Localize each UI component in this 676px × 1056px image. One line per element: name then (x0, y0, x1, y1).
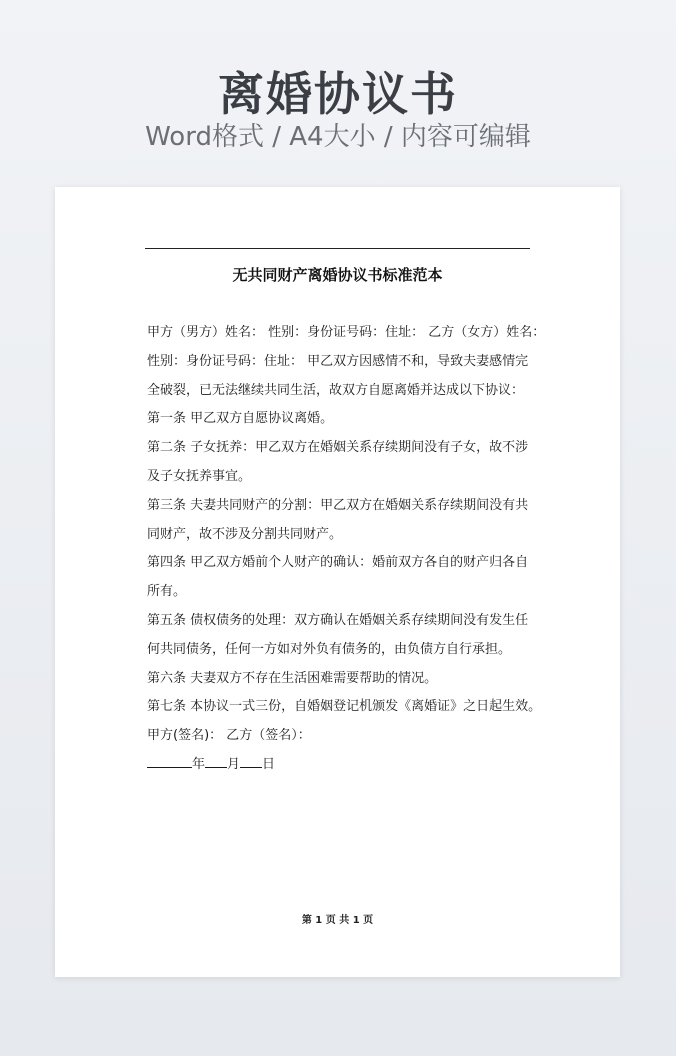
body-line: 甲方(签名)： 乙方（签名）： (147, 728, 311, 744)
day-blank (240, 754, 262, 768)
body-line: 第三条 夫妻共同财产的分割：甲乙双方在婚姻关系存续期间没有共 (147, 497, 529, 513)
header-rule (145, 248, 530, 249)
body-line: 第一条 甲乙双方自愿协议离婚。 (147, 411, 334, 427)
body-line: 及子女抚养事宜。 (147, 468, 252, 484)
body-line: 同财产，故不涉及分割共同财产。 (147, 526, 343, 542)
year-blank (147, 754, 192, 768)
date-line (147, 751, 532, 780)
page-number: 第 1 页 共 1 页 (301, 915, 374, 926)
month-blank (205, 754, 227, 768)
month-label: 月 (227, 756, 241, 772)
body-line: 第六条 夫妻双方不存在生活困难需要帮助的情况。 (147, 670, 438, 686)
body-line: 所有。 (147, 584, 187, 600)
body-line: 第四条 甲乙双方婚前个人财产的确认：婚前双方各自的财产归各自 (147, 555, 529, 571)
body-line: 性别：身份证号码：住址： 甲乙双方因感情不和，导致夫妻感情完 (147, 353, 529, 369)
body-line: 第五条 债权债务的处理：双方确认在婚姻关系存续期间没有发生任 (147, 612, 529, 628)
day-label: 日 (262, 756, 276, 772)
body-line: 甲方（男方）姓名： 性别：身份证号码：住址： 乙方（女方）姓名： (147, 325, 546, 340)
body-line: 何共同债务，任何一方如对外负有债务的，由负债方自行承担。 (147, 641, 512, 657)
body-line: 第七条 本协议一式三份，自婚姻登记机颁发《离婚证》之日起生效。 (147, 699, 542, 715)
page-subtitle: Word格式 / A4大小 / 内容可编辑 (145, 122, 531, 152)
year-label: 年 (192, 756, 206, 772)
document-body (147, 319, 546, 780)
body-line: 全破裂，已无法继续共同生活，故双方自愿离婚并达成以下协议： (147, 382, 525, 398)
body-line: 第二条 子女抚养：甲乙双方在婚姻关系存续期间没有子女，故不涉 (147, 440, 529, 456)
page-title: 离婚协议书 (218, 67, 458, 121)
document-title: 无共同财产离婚协议书标准范本 (232, 266, 443, 284)
document-page (55, 187, 620, 977)
